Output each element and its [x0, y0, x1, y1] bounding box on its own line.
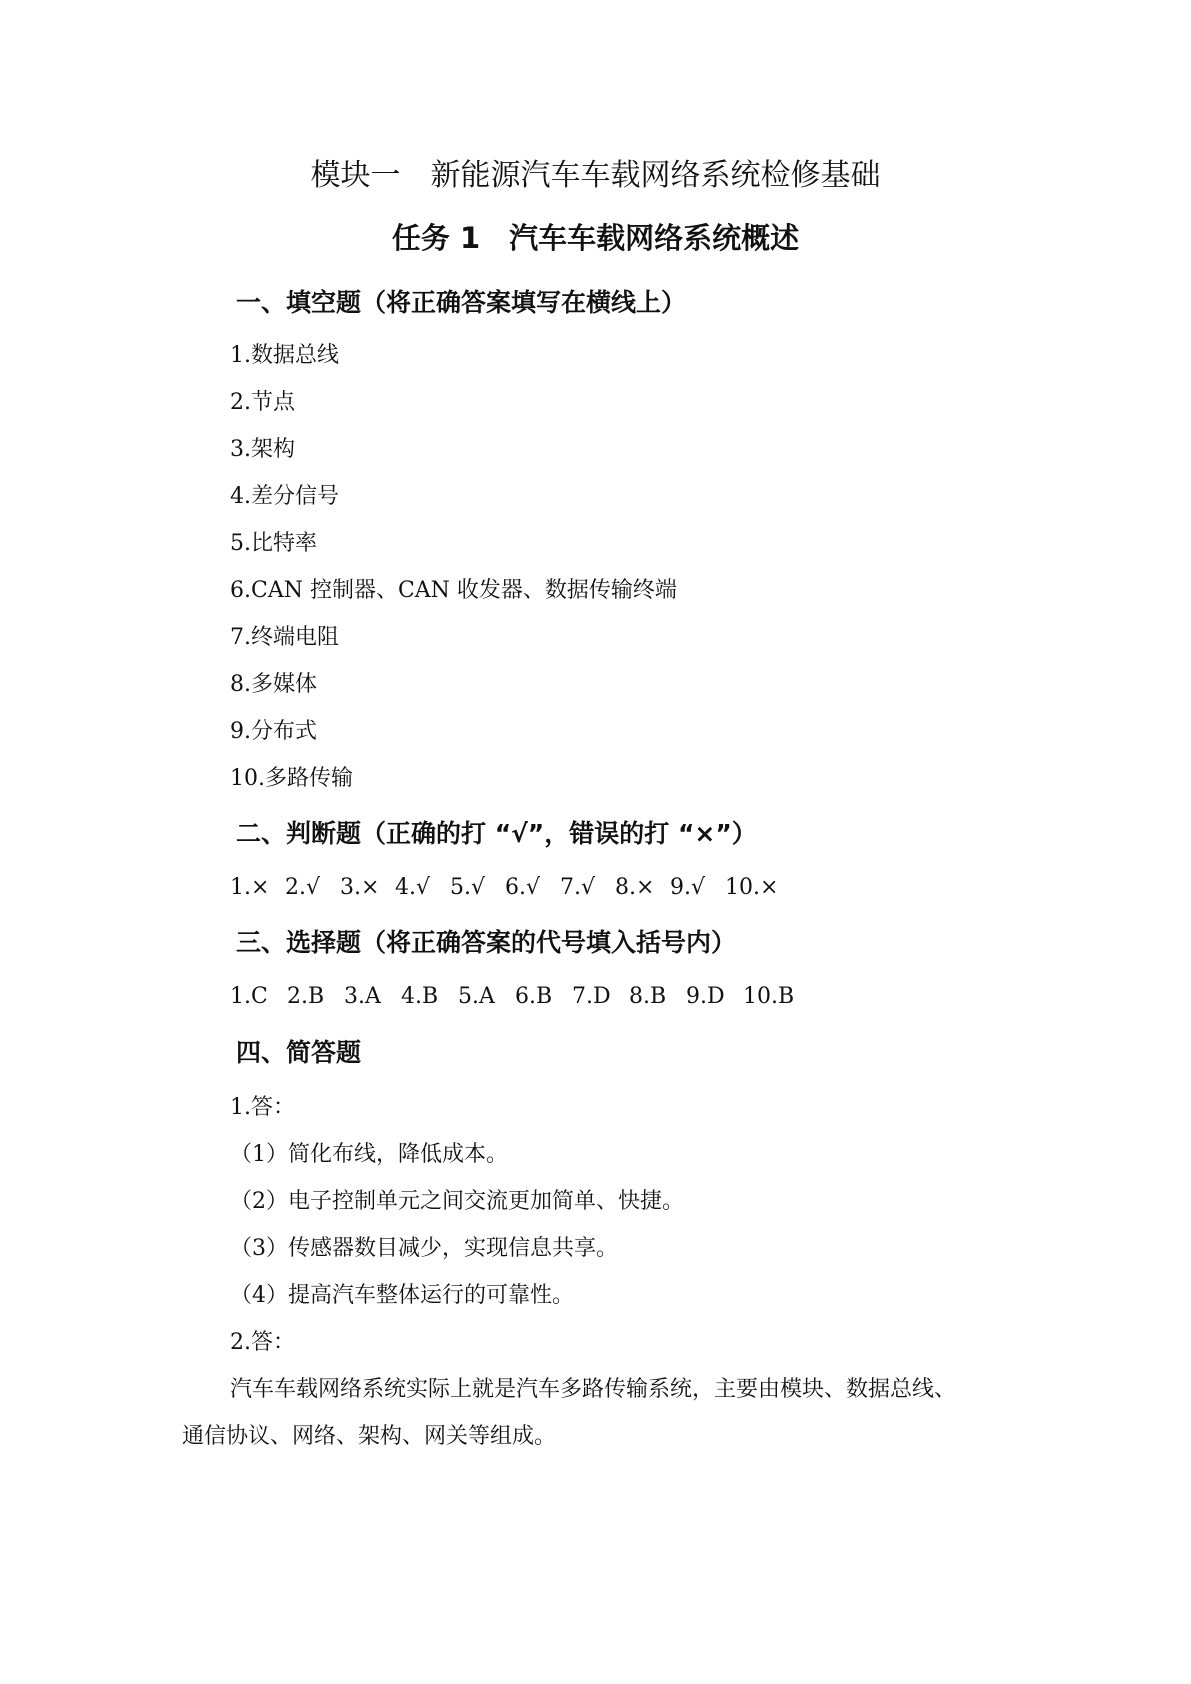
question-2-answer-line-1: 汽车车载网络系统实际上就是汽车多路传输系统，主要由模块、数据总线、 — [230, 1377, 957, 1402]
tf-answer: 7.√ — [560, 875, 596, 900]
fill-blank-answer: 8.多媒体 — [230, 672, 317, 697]
fill-blank-answer: 1.数据总线 — [230, 343, 339, 368]
choice-answer: 10.B — [743, 984, 795, 1009]
choice-answer: 5.A — [458, 984, 495, 1009]
fill-blank-answer: 2.节点 — [230, 390, 295, 415]
choice-answer: 6.B — [515, 984, 553, 1009]
fill-blank-answer: 10.多路传输 — [230, 766, 353, 791]
question-2-answer-line-2: 通信协议、网络、架构、网关等组成。 — [182, 1424, 557, 1449]
tf-answer: 1.× — [230, 875, 270, 900]
tf-answer: 4.√ — [395, 875, 431, 900]
task-title: 任务 1 汽车车载网络系统概述 — [391, 221, 800, 255]
module-title: 模块一 新能源汽车车载网络系统检修基础 — [310, 158, 881, 193]
fill-blank-answer: 9.分布式 — [230, 719, 317, 744]
tf-answer: 10.× — [725, 875, 779, 900]
question-1-label: 1.答： — [230, 1095, 295, 1120]
question-1-point: （4）提高汽车整体运行的可靠性。 — [230, 1283, 574, 1308]
tf-answer: 6.√ — [505, 875, 541, 900]
choice-answer: 9.D — [686, 984, 725, 1009]
tf-answer: 2.√ — [285, 875, 321, 900]
choice-answer: 3.A — [344, 984, 381, 1009]
choice-answer: 1.C — [230, 984, 268, 1009]
fill-blank-answer: 6.CAN 控制器、CAN 收发器、数据传输终端 — [230, 578, 677, 603]
fill-blank-answer: 5.比特率 — [230, 531, 317, 556]
fill-blank-heading: 一、填空题（将正确答案填写在横线上） — [236, 288, 687, 317]
choice-answer: 8.B — [629, 984, 667, 1009]
true-false-answers — [230, 873, 780, 903]
question-2-label: 2.答： — [230, 1330, 295, 1355]
tf-answer: 8.× — [615, 875, 655, 900]
choice-heading: 三、选择题（将正确答案的代号填入括号内） — [236, 928, 737, 957]
question-1-point: （1）简化布线，降低成本。 — [230, 1142, 508, 1167]
question-1-point: （3）传感器数目减少，实现信息共享。 — [230, 1236, 618, 1261]
true-false-heading: 二、判断题（正确的打 “√”，错误的打 “×”） — [236, 819, 757, 848]
fill-blank-answer: 7.终端电阻 — [230, 625, 339, 650]
question-1-point: （2）电子控制单元之间交流更加简单、快捷。 — [230, 1189, 684, 1214]
tf-answer: 3.× — [340, 875, 380, 900]
tf-answer: 5.√ — [450, 875, 486, 900]
fill-blank-answer: 4.差分信号 — [230, 484, 339, 509]
fill-blank-answer: 3.架构 — [230, 437, 295, 462]
choice-answer: 4.B — [401, 984, 439, 1009]
choice-answers — [230, 982, 800, 1012]
short-answer-heading: 四、简答题 — [236, 1038, 362, 1067]
tf-answer: 9.√ — [670, 875, 706, 900]
choice-answer: 2.B — [287, 984, 325, 1009]
choice-answer: 7.D — [572, 984, 611, 1009]
